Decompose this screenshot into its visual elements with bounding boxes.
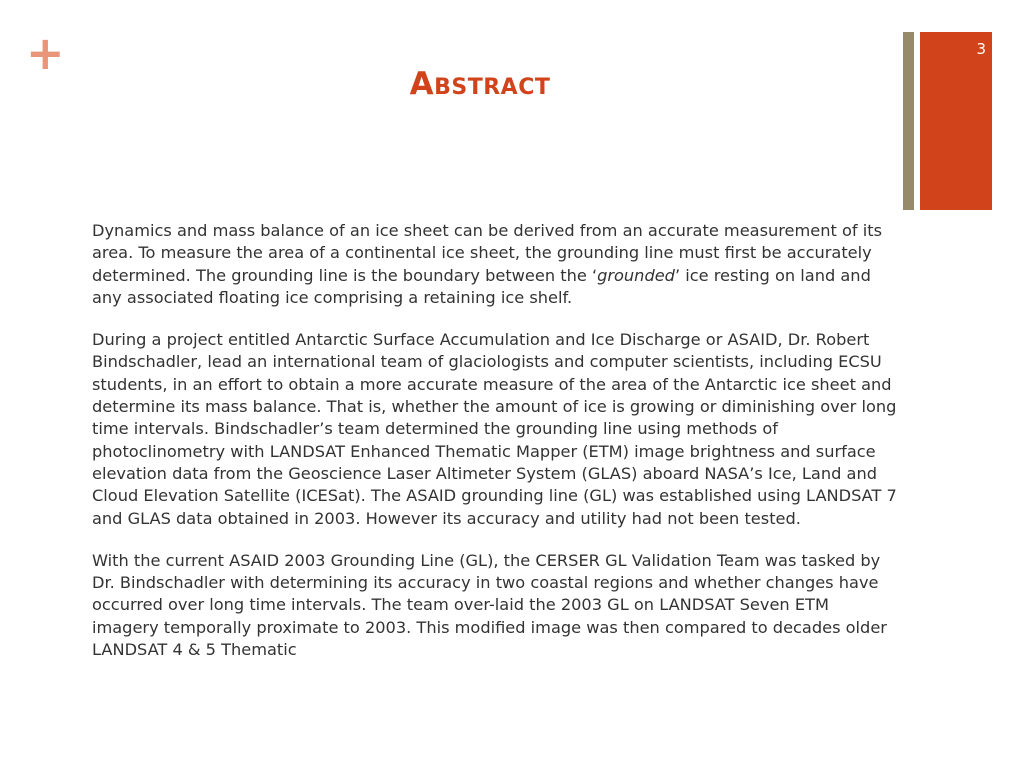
slide-title: Abstract — [409, 66, 551, 102]
paragraph-1-text-start: Dynamics and mass balance of an ice sheet can be derived from an accurate measurement of its area. To measure the area of a continental ice sheet, the grounding line must first be accurately determined. The grounding line is the boundary between the ‘ — [92, 221, 883, 285]
plus-icon: + — [26, 26, 65, 80]
paragraph-2: During a project entitled Antarctic Surface Accumulation and Ice Discharge or ASAID, Dr. Robert Bindschadler, lead an international team of glaciologists and computer scientists, including ECSU students, in an effort to obtain a more accurate measure of the area of the Antarctic ice sheet and determine its mass balance. That is, whether the amount of ice is growing or diminishing over long time intervals. Bindschadler’s team determined the grounding line using methods of photoclinometry with LANDSAT Enhanced Thematic Mapper (ETM) image brightness and surface elevation data from the Geoscience Laser Altimeter System (GLAS) aboard NASA’s Ice, Land and Cloud Elevation Satellite (ICESat). The ASAID grounding line (GL) was established using LANDSAT 7 and GLAS data obtained in 2003. However its accuracy and utility had not been tested. — [92, 330, 897, 528]
orange-accent-bar — [920, 32, 992, 210]
paragraph-3: With the current ASAID 2003 Grounding Line (GL), the CERSER GL Validation Team was tasked by Dr. Bindschadler with determining its accuracy in two coastal regions and whether changes have occurred over long time intervals. The team over-laid the 2003 GL on LANDSAT Seven ETM imagery temporally proximate to 2003. This modified image was then compared to decades older LANDSAT 4 & 5 Thematic — [92, 550, 887, 660]
paragraph-1 — [92, 220, 898, 309]
paragraph-1-text-end: ’ ice resting on land and any associated floating ice comprising a retaining ice shelf. — [92, 265, 871, 307]
abstract-body — [92, 220, 898, 661]
page-number: 3 — [976, 40, 986, 58]
olive-accent-bar — [903, 32, 914, 210]
emphasis-grounded: grounded — [597, 265, 675, 285]
